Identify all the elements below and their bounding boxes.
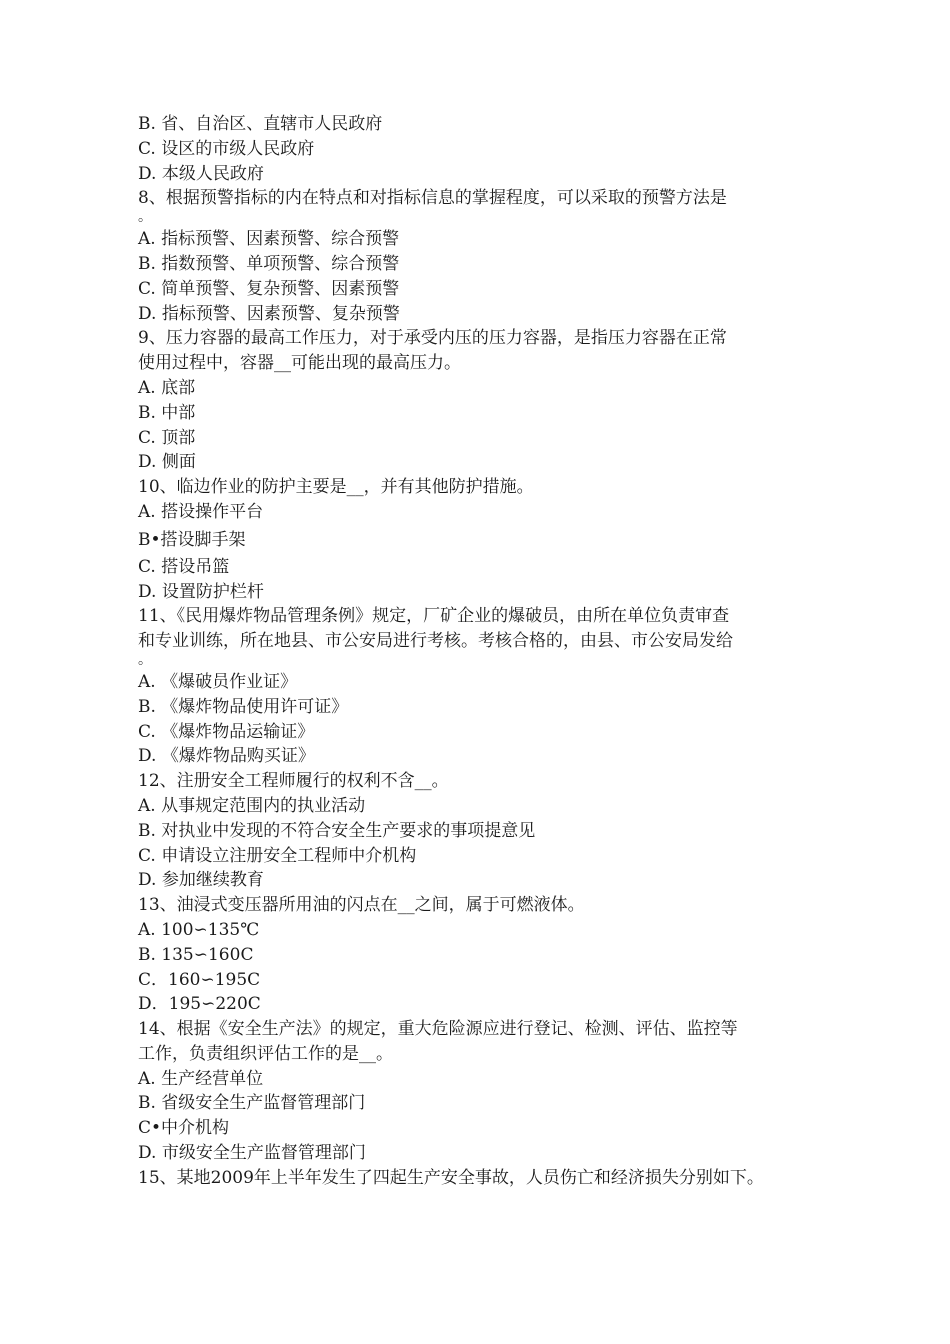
- option-line: D. 指标预警、因素预警、复杂预警: [138, 303, 400, 324]
- option-line: D．195∽220C: [138, 994, 261, 1015]
- question-12: 12、注册安全工程师履行的权利不含__。: [138, 771, 449, 792]
- option-line: B. 省、自治区、直辖市人民政府: [138, 114, 383, 134]
- question-10: 10、临边作业的防护主要是__，并有其他防护措施。: [138, 477, 534, 498]
- option-line: C. 《爆炸物品运输证》: [138, 721, 315, 742]
- option-line: B. 省级安全生产监督管理部门: [138, 1093, 366, 1114]
- option-line: D. 《爆炸物品购买证》: [138, 746, 315, 767]
- option-line: A. 搭设操作平台: [138, 501, 264, 522]
- question-13: 13、油浸式变压器所用油的闪点在__之间，属于可燃液体。: [138, 895, 585, 916]
- option-line: D. 设置防护栏杆: [138, 581, 264, 602]
- question-11-cont: 和专业训练，所在地县、市公安局进行考核。考核合格的，由县、市公安局发给: [138, 631, 733, 652]
- option-line: B. 中部: [138, 402, 196, 423]
- question-9-cont: 使用过程中，容器__可能出现的最高压力。: [138, 353, 461, 374]
- question-14: 14、根据《安全生产法》的规定，重大危险源应进行登记、检测、评估、监控等: [138, 1019, 738, 1040]
- question-15: 15、某地2009年上半年发生了四起生产安全事故，人员伤亡和经济损失分别如下。: [138, 1167, 764, 1188]
- question-11: 11、《民用爆炸物品管理条例》规定，厂矿企业的爆破员，由所在单位负责审查: [138, 606, 730, 627]
- option-line: C. 顶部: [138, 427, 196, 448]
- option-line: A. 底部: [138, 377, 196, 398]
- option-line: C．160∽195C: [138, 969, 261, 990]
- option-line: D. 侧面: [138, 452, 196, 473]
- option-line: C. 搭设吊篮: [138, 556, 230, 577]
- option-line: A. 《爆破员作业证》: [138, 671, 298, 692]
- option-line: B. 指数预警、单项预警、综合预警: [138, 253, 400, 274]
- question-text-block: [138, 112, 838, 1191]
- option-line: A. 从事规定范围内的执业活动: [138, 795, 366, 816]
- option-line: A. 生产经营单位: [138, 1068, 264, 1089]
- option-line: C•中介机构: [138, 1118, 230, 1139]
- option-line: C. 设区的市级人民政府: [138, 138, 315, 159]
- option-line: A. 100∽135℃: [138, 919, 260, 940]
- option-line: C. 申请设立注册安全工程师中介机构: [138, 845, 417, 866]
- option-line: D. 本级人民政府: [138, 163, 264, 184]
- option-line: A. 指标预警、因素预警、综合预警: [138, 229, 400, 250]
- question-8-end: 。: [138, 209, 152, 226]
- option-line: B•搭设脚手架: [138, 529, 246, 550]
- question-14-cont: 工作，负责组织评估工作的是__。: [138, 1043, 393, 1064]
- option-line: D. 参加继续教育: [138, 870, 264, 891]
- option-line: B. 135∽160C: [138, 944, 254, 965]
- question-8: 8、根据预警指标的内在特点和对指标信息的掌握程度，可以采取的预警方法是: [138, 188, 727, 209]
- option-line: B. 《爆炸物品使用许可证》: [138, 696, 349, 717]
- option-line: D. 市级安全生产监督管理部门: [138, 1143, 366, 1164]
- option-line: B. 对执业中发现的不符合安全生产要求的事项提意见: [138, 820, 536, 841]
- question-11-end: 。: [138, 651, 152, 668]
- option-line: C. 简单预警、复杂预警、因素预警: [138, 278, 400, 299]
- question-9: 9、压力容器的最高工作压力，对于承受内压的压力容器，是指压力容器在正常: [138, 328, 727, 349]
